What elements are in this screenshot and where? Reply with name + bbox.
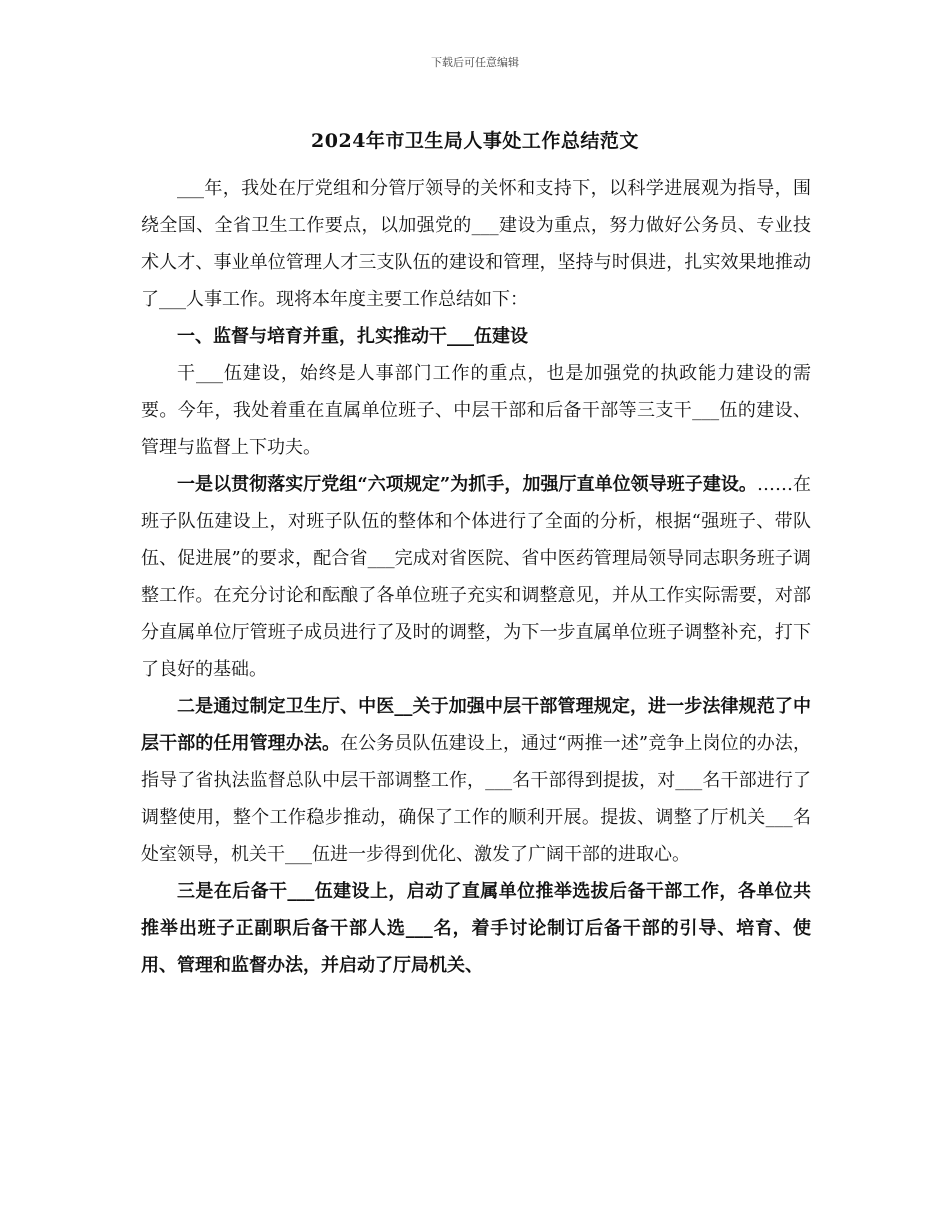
intro-paragraph: ___年，我处在厅党组和分管厅领导的关怀和支持下，以科学进展观为指导，围绕全国、全省卫生工作要点，以加强党的___建设为重点，努力做好公务员、专业技术人才、事业单位管理人才三支队伍的建设和管理，坚持与时俱进，扎实效果地推动了___人事工作。现将本年度主要工作总结如下：	[141, 178, 811, 310]
item-one-body: ……在班子队伍建设上，对班子队伍的整体和个体进行了全面的分析，根据“强班子、带队伍、促进展”的要求，配合省___完成对省医院、省中医药管理局领导同志职务班子调整工作。在充分讨论和酝酿了各单位班子充实和调整意见，并从工作实际需要，对部分直属单位厅管班子成员进行了及时的调整，为下一步直属单位班子调整补充，打下了良好的基础。	[141, 474, 811, 680]
header-note: 下载后可任意编辑	[431, 56, 519, 69]
item-one-paragraph	[141, 466, 811, 688]
document-title: 2024年市卫生局人事处工作总结范文	[311, 130, 639, 152]
item-two-paragraph	[141, 688, 811, 873]
item-two-lead: 二是通过制定卫生厅、中医__关于加强中层干部管理规定，进一步法律规范了中层干部的任用管理办法。	[141, 696, 811, 754]
document-body	[141, 170, 811, 984]
section-paragraph: 干___伍建设，始终是人事部门工作的重点，也是加强党的执政能力建设的需要。今年，我处着重在直属单位班子、中层干部和后备干部等三支干___伍的建设、管理与监督上下功夫。	[141, 363, 811, 458]
item-two-body: 在公务员队伍建设上，通过“两推一述”竞争上岗位的办法，指导了省执法监督总队中层干部调整工作，___名干部得到提拔，对___名干部进行了调整使用，整个工作稳步推动，确保了工作的顺利开展。提拔、调整了厅机关___名处室领导，机关干___伍进一步得到优化、激发了广阔干部的进取心。	[141, 733, 812, 865]
section-heading: 一、监督与培育并重，扎实推动干___伍建设	[177, 326, 528, 347]
item-one-lead: 一是以贯彻落实厅党组“六项规定”为抓手，加强厅直单位领导班子建设。	[177, 474, 757, 495]
item-three-paragraph: 三是在后备干___伍建设上，启动了直属单位推举选拔后备干部工作，各单位共推举出班子正副职后备干部人选___名，着手讨论制订后备干部的引导、培育、使用、管理和监督办法，并启动了厅局机关、	[141, 881, 811, 976]
